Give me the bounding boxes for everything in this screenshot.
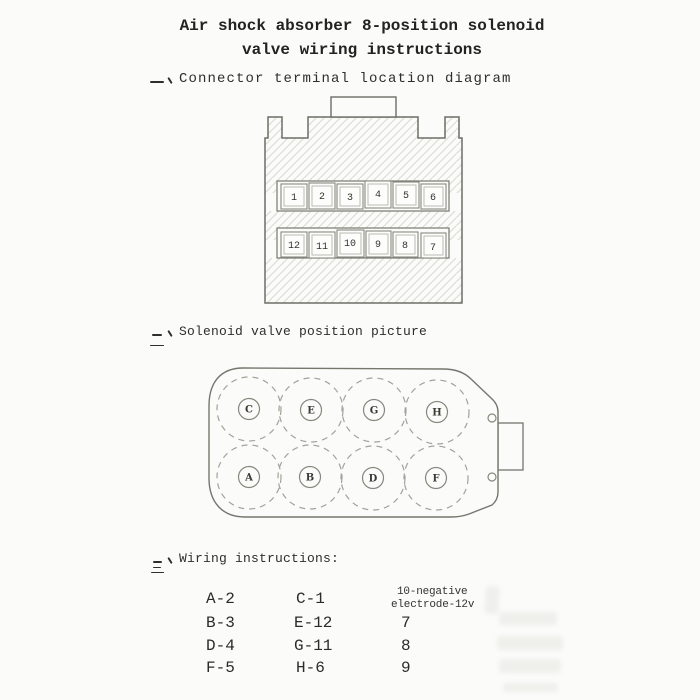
solenoid-label: C (245, 404, 253, 416)
terminal-label: 4 (374, 190, 382, 201)
terminal-10 (337, 230, 364, 257)
wiring-note-line1: 10-negative (397, 586, 468, 598)
terminal-label: 1 (290, 193, 298, 204)
cjk-enumeration-comma (167, 330, 172, 337)
terminal-8 (393, 232, 418, 257)
scan-artifact (499, 612, 557, 625)
solenoid-label: A (245, 472, 253, 484)
page-title-line1: Air shock absorber 8-position solenoid (179, 17, 545, 35)
terminal-label: 10 (343, 239, 357, 250)
page-title (12, 14, 700, 62)
terminal-11 (309, 232, 335, 258)
terminal-label: 3 (346, 193, 354, 204)
solenoid-label: E (307, 405, 315, 417)
cjk-numeral-two (150, 334, 164, 346)
connector-key-tab (331, 97, 396, 117)
terminal-6 (421, 184, 446, 209)
wiring-cell-e12: E-12 (294, 614, 333, 632)
terminal-1 (281, 184, 307, 209)
solenoid-label: D (368, 473, 378, 485)
solenoid-label: F (432, 473, 440, 485)
section-heading-wiring (150, 551, 339, 573)
cjk-enumeration-comma (167, 77, 172, 84)
notch (449, 240, 461, 258)
wiring-cell-8: 8 (401, 637, 411, 655)
solenoid-valve-diagram (205, 362, 527, 524)
connector-terminal-diagram (240, 90, 480, 315)
terminal-label: 5 (402, 191, 410, 202)
terminal-4 (365, 181, 391, 208)
section-heading-label: Solenoid valve position picture (179, 324, 428, 339)
terminal-7 (421, 233, 446, 258)
terminal-label: 12 (287, 241, 301, 252)
terminal-5 (393, 182, 419, 208)
terminal-label: 7 (429, 243, 437, 254)
cjk-numeral-one (150, 76, 164, 88)
terminal-label: 8 (401, 241, 409, 252)
cjk-numeral-three (150, 561, 164, 573)
wiring-cell-a2: A-2 (206, 590, 235, 608)
wiring-note-line2: electrode-12v (391, 599, 475, 611)
wiring-cell-7: 7 (401, 614, 411, 632)
terminal-label: 11 (315, 242, 329, 253)
wiring-cell-9: 9 (401, 659, 411, 677)
solenoid-label: B (305, 472, 315, 484)
valve-body (209, 368, 498, 517)
wiring-cell-g11: G-11 (294, 637, 333, 655)
terminal-label: 9 (374, 240, 382, 251)
notch (266, 193, 277, 211)
wiring-cell-f5: F-5 (206, 659, 235, 677)
notch (449, 193, 461, 211)
section-heading-label: Connector terminal location diagram (179, 71, 512, 87)
terminal-9 (366, 231, 391, 257)
terminal-label: 2 (318, 192, 326, 203)
wiring-cell-b3: B-3 (206, 614, 235, 632)
scan-artifact (484, 586, 500, 615)
section-heading-connector (150, 71, 512, 88)
solenoid-label: G (369, 405, 379, 417)
cjk-enumeration-comma (167, 557, 172, 564)
terminal-12 (281, 232, 307, 257)
scan-artifact (503, 683, 558, 692)
scan-artifact (499, 659, 561, 673)
terminal-label: 6 (429, 193, 437, 204)
wiring-cell-c1: C-1 (296, 590, 325, 608)
page-title-line2: valve wiring instructions (241, 41, 483, 59)
section-heading-label: Wiring instructions: (179, 551, 340, 566)
section-heading-valve (150, 324, 427, 346)
wiring-cell-d4: D-4 (206, 637, 235, 655)
notch (266, 240, 277, 258)
solenoid-label: H (432, 407, 442, 419)
wiring-cell-h6: H-6 (296, 659, 325, 677)
terminal-3 (337, 184, 363, 209)
scan-artifact (497, 636, 563, 650)
terminal-2 (309, 183, 335, 209)
valve-connector-tab (498, 423, 523, 470)
